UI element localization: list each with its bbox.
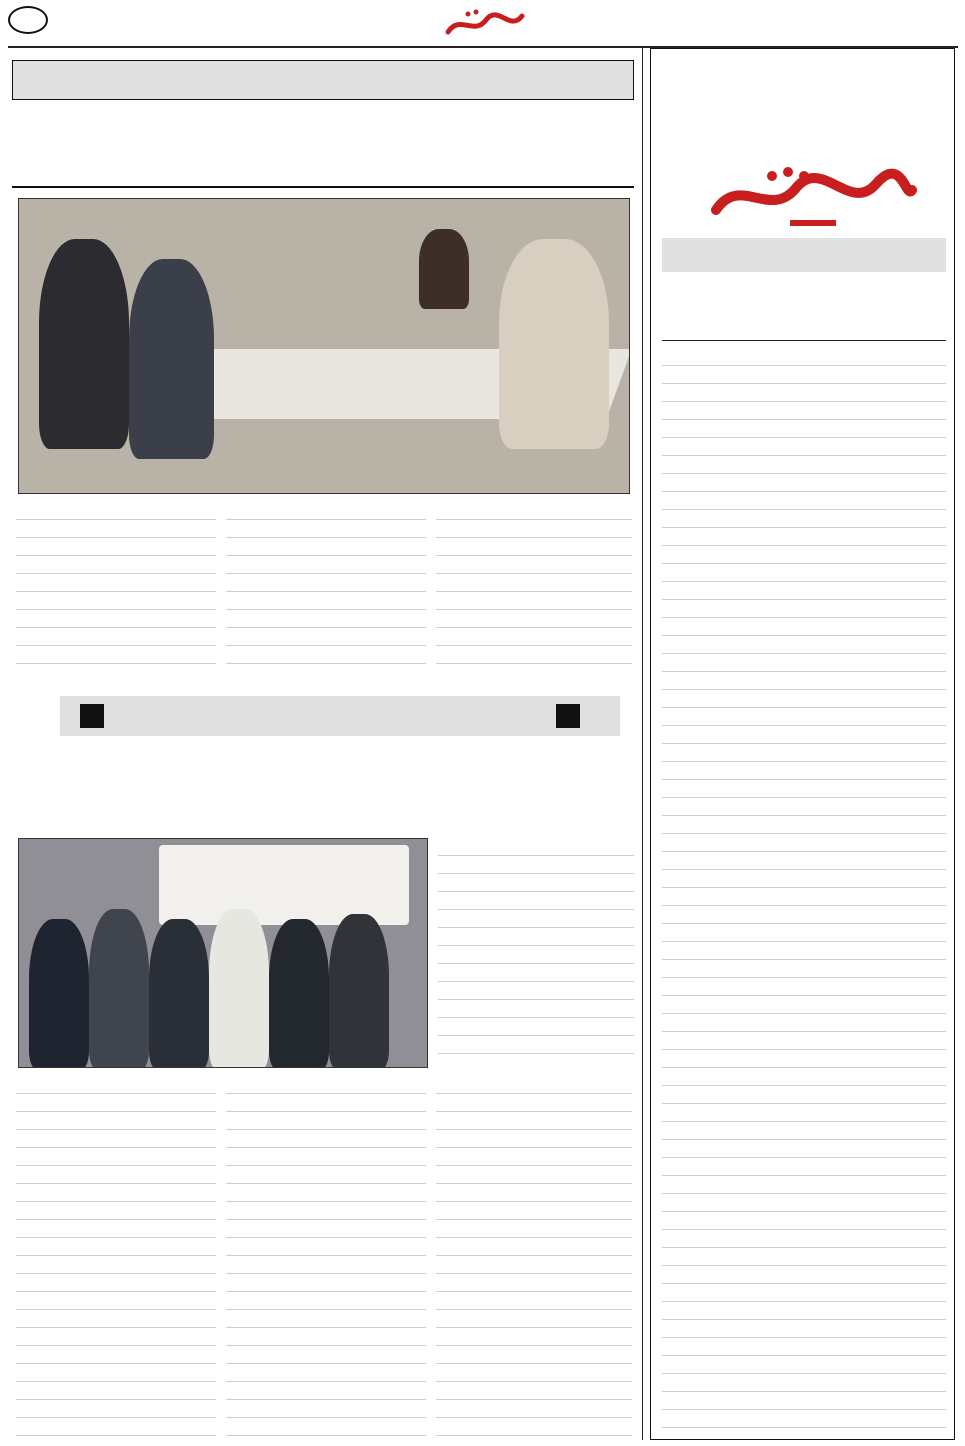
- bullet-square-left-icon: [80, 704, 104, 728]
- launch-article-col-top-right: [438, 838, 634, 1068]
- launch-photo: [18, 838, 428, 1068]
- launch-article-col-left: [16, 1076, 216, 1436]
- meeting-article-col-left: [16, 502, 216, 672]
- bullet-square-right-icon: [556, 704, 580, 728]
- sidebar-memorial-verse: [664, 56, 944, 156]
- launch-article-col-right: [436, 1076, 632, 1436]
- second-headline-main: [12, 748, 634, 828]
- editorial-title-rule: [662, 340, 946, 341]
- page-number-badge: [8, 6, 48, 34]
- launch-article-col-middle: [226, 1076, 426, 1436]
- masthead-logo: [440, 6, 528, 44]
- editorial-title: [690, 280, 920, 336]
- editorial-body: [662, 348, 946, 1432]
- headline-kicker-banner: [12, 60, 634, 100]
- meeting-photo: [18, 198, 630, 494]
- meeting-article-col-middle: [226, 502, 426, 672]
- sidebar-logo: [700, 160, 920, 232]
- headline-main: [12, 108, 634, 188]
- meeting-article-col-right: [436, 502, 632, 672]
- sidebar-date-banner: [662, 238, 946, 272]
- second-kicker-banner: [60, 696, 620, 736]
- column-divider: [642, 48, 643, 1440]
